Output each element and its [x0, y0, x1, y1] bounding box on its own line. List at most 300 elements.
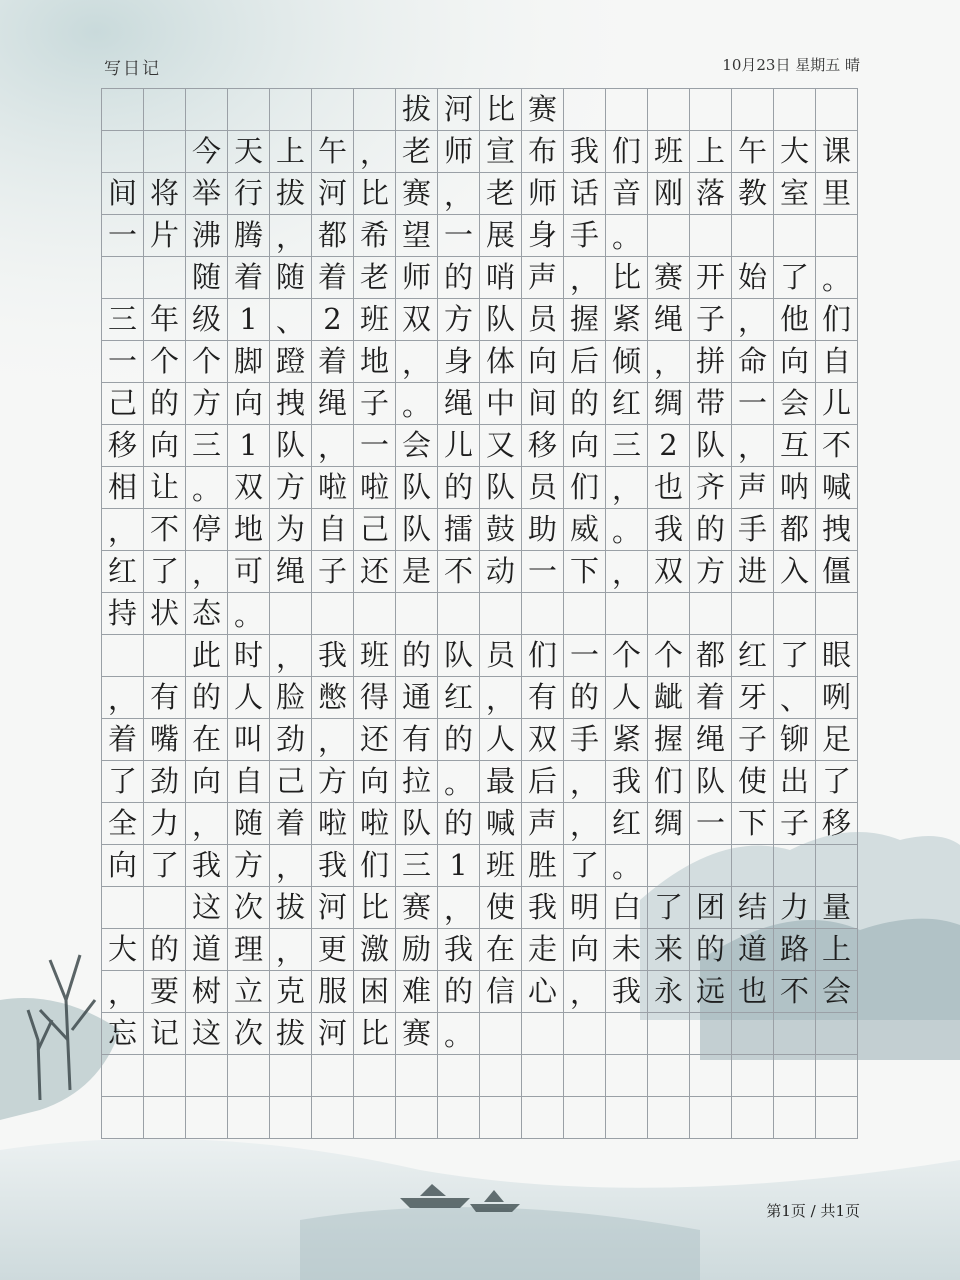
grid-char: 班 — [354, 635, 396, 677]
grid-char: 赛 — [396, 1013, 438, 1055]
grid-cell-empty — [480, 1097, 522, 1139]
grid-char: ， — [312, 425, 354, 467]
grid-char: 上 — [816, 929, 858, 971]
grid-cell-empty — [648, 1097, 690, 1139]
grid-char: 团 — [690, 887, 732, 929]
grid-char: 一 — [690, 803, 732, 845]
grid-cell-empty — [270, 593, 312, 635]
grid-cell-empty — [102, 1097, 144, 1139]
grid-char: 相 — [102, 467, 144, 509]
grid-cell-empty — [816, 845, 858, 887]
grid-char: 。 — [816, 257, 858, 299]
grid-cell-empty — [354, 593, 396, 635]
grid-char: 声 — [522, 803, 564, 845]
grid-char: 随 — [270, 257, 312, 299]
grid-char: 的 — [438, 719, 480, 761]
grid-char: 脚 — [228, 341, 270, 383]
grid-char: 了 — [816, 761, 858, 803]
grid-char: ， — [102, 971, 144, 1013]
grid-char: 拉 — [396, 761, 438, 803]
grid-char: 呐 — [774, 467, 816, 509]
grid-char: 刚 — [648, 173, 690, 215]
grid-char: 都 — [690, 635, 732, 677]
grid-char: 着 — [312, 341, 354, 383]
grid-char: 己 — [102, 383, 144, 425]
grid-char: 身 — [438, 341, 480, 383]
grid-char: 远 — [690, 971, 732, 1013]
grid-cell-empty — [774, 89, 816, 131]
grid-char: 们 — [354, 845, 396, 887]
grid-char: 拔 — [270, 887, 312, 929]
grid-cell-empty — [690, 1055, 732, 1097]
grid-char: ， — [396, 341, 438, 383]
grid-char: 午 — [312, 131, 354, 173]
grid-char: 命 — [732, 341, 774, 383]
grid-char: 鼓 — [480, 509, 522, 551]
grid-char: 红 — [102, 551, 144, 593]
grid-char: 己 — [270, 761, 312, 803]
grid-char: 一 — [354, 425, 396, 467]
grid-char: 让 — [144, 467, 186, 509]
grid-cell-empty — [564, 1055, 606, 1097]
grid-char: 老 — [396, 131, 438, 173]
grid-cell-empty — [732, 215, 774, 257]
grid-char: 又 — [480, 425, 522, 467]
grid-char: 都 — [312, 215, 354, 257]
grid-char: 方 — [270, 467, 312, 509]
grid-char: 状 — [144, 593, 186, 635]
grid-char: 行 — [228, 173, 270, 215]
grid-char: 随 — [186, 257, 228, 299]
grid-char: 拔 — [270, 173, 312, 215]
grid-char: 绸 — [648, 803, 690, 845]
grid-char: 比 — [354, 173, 396, 215]
grid-char: 向 — [522, 341, 564, 383]
grid-char: 绳 — [648, 299, 690, 341]
grid-char: 、 — [774, 677, 816, 719]
grid-cell-empty — [270, 89, 312, 131]
grid-char: 一 — [522, 551, 564, 593]
grid-char: 喊 — [480, 803, 522, 845]
grid-char: 我 — [312, 635, 354, 677]
grid-char: 。 — [396, 383, 438, 425]
grid-char: 。 — [438, 1013, 480, 1055]
grid-char: 憋 — [312, 677, 354, 719]
grid-char: 赛 — [648, 257, 690, 299]
grid-char: ， — [186, 551, 228, 593]
grid-char: 双 — [522, 719, 564, 761]
grid-char: 绳 — [438, 383, 480, 425]
grid-char: ， — [564, 257, 606, 299]
grid-char: 蹬 — [270, 341, 312, 383]
grid-char: 会 — [396, 425, 438, 467]
grid-char: 紧 — [606, 299, 648, 341]
grid-char: 队 — [270, 425, 312, 467]
grid-char: 室 — [774, 173, 816, 215]
grid-char: 们 — [606, 131, 648, 173]
grid-char: 记 — [144, 1013, 186, 1055]
grid-char: 员 — [480, 635, 522, 677]
grid-char: 手 — [732, 509, 774, 551]
grid-char: 的 — [438, 971, 480, 1013]
grid-cell-empty — [144, 131, 186, 173]
grid-cell-empty — [102, 257, 144, 299]
grid-char: 互 — [774, 425, 816, 467]
grid-cell-empty — [354, 1055, 396, 1097]
grid-cell-empty — [648, 1055, 690, 1097]
grid-char: ， — [732, 425, 774, 467]
grid-char: 移 — [522, 425, 564, 467]
grid-cell-empty — [732, 1097, 774, 1139]
grid-char: 的 — [564, 383, 606, 425]
grid-char: 一 — [438, 215, 480, 257]
grid-cell-empty — [816, 1097, 858, 1139]
grid-char: 后 — [564, 341, 606, 383]
grid-char: ， — [102, 677, 144, 719]
grid-cell-empty — [648, 845, 690, 887]
grid-char: 个 — [186, 341, 228, 383]
grid-char: 双 — [228, 467, 270, 509]
grid-char: 一 — [102, 215, 144, 257]
grid-char: 时 — [228, 635, 270, 677]
grid-char: 师 — [396, 257, 438, 299]
grid-cell-empty — [522, 593, 564, 635]
grid-cell-empty — [816, 593, 858, 635]
grid-cell-empty — [606, 1097, 648, 1139]
grid-char: 是 — [396, 551, 438, 593]
grid-char: 希 — [354, 215, 396, 257]
grid-char: 可 — [228, 551, 270, 593]
grid-cell-empty — [606, 1055, 648, 1097]
grid-cell-empty — [732, 593, 774, 635]
grid-cell-empty — [648, 215, 690, 257]
grid-char: 队 — [480, 299, 522, 341]
grid-char: 们 — [648, 761, 690, 803]
grid-char: 师 — [522, 173, 564, 215]
grid-char: 铆 — [774, 719, 816, 761]
grid-char: 停 — [186, 509, 228, 551]
grid-char: 儿 — [438, 425, 480, 467]
grid-cell-empty — [438, 593, 480, 635]
grid-char: 手 — [564, 215, 606, 257]
grid-char: 牙 — [732, 677, 774, 719]
grid-char: 着 — [228, 257, 270, 299]
grid-cell-empty — [480, 1055, 522, 1097]
grid-char: 声 — [732, 467, 774, 509]
grid-cell-empty — [396, 1055, 438, 1097]
grid-char: 展 — [480, 215, 522, 257]
grid-char: 移 — [102, 425, 144, 467]
grid-char: ， — [102, 509, 144, 551]
grid-char: 哨 — [480, 257, 522, 299]
grid-char: 量 — [816, 887, 858, 929]
grid-char: 教 — [732, 173, 774, 215]
grid-cell-empty — [228, 1097, 270, 1139]
grid-char: 班 — [648, 131, 690, 173]
grid-char: 赛 — [522, 89, 564, 131]
grid-char: 儿 — [816, 383, 858, 425]
grid-cell-empty — [816, 1013, 858, 1055]
grid-char: 要 — [144, 971, 186, 1013]
grid-cell-empty — [312, 1097, 354, 1139]
grid-char: 使 — [732, 761, 774, 803]
grid-char: ， — [564, 761, 606, 803]
grid-cell-empty — [102, 887, 144, 929]
grid-char: 的 — [690, 509, 732, 551]
grid-char: 还 — [354, 551, 396, 593]
grid-char: 自 — [312, 509, 354, 551]
grid-cell-empty — [732, 845, 774, 887]
grid-char: 也 — [648, 467, 690, 509]
grid-cell-empty — [564, 89, 606, 131]
grid-char: 班 — [480, 845, 522, 887]
grid-char: 上 — [270, 131, 312, 173]
grid-char: 向 — [774, 341, 816, 383]
grid-char: 向 — [354, 761, 396, 803]
date-weather: 10月23日 星期五 晴 — [722, 56, 860, 74]
grid-char: 的 — [438, 467, 480, 509]
grid-char: 我 — [648, 509, 690, 551]
grid-char: 1 — [228, 299, 270, 341]
grid-char: 赛 — [396, 173, 438, 215]
grid-char: 子 — [774, 803, 816, 845]
grid-cell-empty — [102, 131, 144, 173]
grid-char: ， — [480, 677, 522, 719]
grid-char: 比 — [480, 89, 522, 131]
grid-cell-empty — [522, 1097, 564, 1139]
grid-char: 师 — [438, 131, 480, 173]
grid-char: 有 — [396, 719, 438, 761]
grid-char: 拔 — [396, 89, 438, 131]
grid-char: ， — [270, 215, 312, 257]
grid-cell-empty — [312, 89, 354, 131]
grid-char: 次 — [228, 887, 270, 929]
grid-char: 手 — [564, 719, 606, 761]
grid-cell-empty — [690, 89, 732, 131]
grid-char: 握 — [648, 719, 690, 761]
grid-cell-empty — [522, 1013, 564, 1055]
grid-char: 方 — [186, 383, 228, 425]
grid-char: 人 — [228, 677, 270, 719]
grid-char: 全 — [102, 803, 144, 845]
grid-cell-empty — [102, 89, 144, 131]
grid-char: 三 — [606, 425, 648, 467]
grid-char: 比 — [606, 257, 648, 299]
page-indicator: 第1页 / 共1页 — [766, 1202, 860, 1220]
grid-char: 绳 — [270, 551, 312, 593]
grid-char: 未 — [606, 929, 648, 971]
grid-char: 向 — [186, 761, 228, 803]
grid-char: 比 — [354, 1013, 396, 1055]
grid-char: 老 — [480, 173, 522, 215]
grid-char: 忘 — [102, 1013, 144, 1055]
grid-char: ， — [270, 635, 312, 677]
grid-char: 课 — [816, 131, 858, 173]
grid-char: 励 — [396, 929, 438, 971]
grid-cell-empty — [690, 215, 732, 257]
grid-char: 方 — [690, 551, 732, 593]
grid-char: 年 — [144, 299, 186, 341]
grid-cell-empty — [522, 1055, 564, 1097]
grid-char: 间 — [522, 383, 564, 425]
grid-char: 最 — [480, 761, 522, 803]
grid-cell-empty — [648, 89, 690, 131]
grid-char: 紧 — [606, 719, 648, 761]
grid-char: 向 — [564, 929, 606, 971]
grid-char: 人 — [480, 719, 522, 761]
grid-cell-empty — [732, 1055, 774, 1097]
grid-char: 老 — [354, 257, 396, 299]
grid-char: 为 — [270, 509, 312, 551]
grid-char: 了 — [144, 551, 186, 593]
grid-char: 啦 — [312, 803, 354, 845]
grid-char: 助 — [522, 509, 564, 551]
grid-cell-empty — [144, 1055, 186, 1097]
grid-char: 拔 — [270, 1013, 312, 1055]
grid-char: 三 — [102, 299, 144, 341]
grid-char: ， — [312, 719, 354, 761]
grid-char: 服 — [312, 971, 354, 1013]
grid-char: 班 — [354, 299, 396, 341]
grid-char: 这 — [186, 887, 228, 929]
grid-char: 这 — [186, 1013, 228, 1055]
grid-char: 向 — [144, 425, 186, 467]
grid-cell-empty — [480, 1013, 522, 1055]
grid-cell-empty — [438, 1097, 480, 1139]
grid-char: 1 — [438, 845, 480, 887]
grid-char: 的 — [186, 677, 228, 719]
grid-char: 了 — [774, 257, 816, 299]
grid-char: 绸 — [648, 383, 690, 425]
grid-char: 有 — [522, 677, 564, 719]
grid-char: 他 — [774, 299, 816, 341]
grid-cell-empty — [774, 593, 816, 635]
app-label: 写日记 — [104, 59, 161, 79]
grid-char: 身 — [522, 215, 564, 257]
grid-char: 向 — [102, 845, 144, 887]
grid-char: 方 — [228, 845, 270, 887]
grid-cell-empty — [144, 257, 186, 299]
grid-char: 自 — [228, 761, 270, 803]
grid-cell-empty — [690, 1013, 732, 1055]
grid-cell-empty — [732, 89, 774, 131]
grid-char: 地 — [354, 341, 396, 383]
grid-char: 下 — [732, 803, 774, 845]
grid-char: 中 — [480, 383, 522, 425]
grid-char: 我 — [312, 845, 354, 887]
grid-cell-empty — [774, 215, 816, 257]
grid-char: 员 — [522, 299, 564, 341]
grid-char: 。 — [606, 509, 648, 551]
grid-cell-empty — [438, 1055, 480, 1097]
grid-char: 拽 — [270, 383, 312, 425]
grid-char: 河 — [438, 89, 480, 131]
grid-char: 明 — [564, 887, 606, 929]
grid-cell-empty — [690, 845, 732, 887]
grid-char: 齐 — [690, 467, 732, 509]
grid-char: 入 — [774, 551, 816, 593]
grid-char: 队 — [438, 635, 480, 677]
grid-cell-empty — [228, 89, 270, 131]
grid-char: 自 — [816, 341, 858, 383]
grid-char: 员 — [522, 467, 564, 509]
grid-char: 队 — [690, 425, 732, 467]
grid-char: 们 — [816, 299, 858, 341]
grid-char: 此 — [186, 635, 228, 677]
grid-char: 绳 — [312, 383, 354, 425]
grid-char: 后 — [522, 761, 564, 803]
grid-char: 动 — [480, 551, 522, 593]
grid-char: 。 — [606, 845, 648, 887]
grid-char: 白 — [606, 887, 648, 929]
grid-char: 心 — [522, 971, 564, 1013]
grid-cell-empty — [144, 1097, 186, 1139]
grid-char: 会 — [816, 971, 858, 1013]
grid-char: 队 — [480, 467, 522, 509]
grid-char: ， — [438, 173, 480, 215]
grid-char: 走 — [522, 929, 564, 971]
grid-cell-empty — [186, 1097, 228, 1139]
grid-char: 的 — [438, 803, 480, 845]
grid-cell-empty — [270, 1055, 312, 1097]
grid-char: 片 — [144, 215, 186, 257]
grid-char: 音 — [606, 173, 648, 215]
grid-char: 不 — [816, 425, 858, 467]
grid-char: 个 — [144, 341, 186, 383]
grid-char: 威 — [564, 509, 606, 551]
grid-char: 使 — [480, 887, 522, 929]
grid-char: 困 — [354, 971, 396, 1013]
grid-char: 结 — [732, 887, 774, 929]
grid-cell-empty — [774, 1097, 816, 1139]
grid-char: 进 — [732, 551, 774, 593]
grid-cell-empty — [606, 593, 648, 635]
grid-char: 声 — [522, 257, 564, 299]
grid-char: 随 — [228, 803, 270, 845]
grid-char: 将 — [144, 173, 186, 215]
grid-char: 。 — [438, 761, 480, 803]
grid-char: 在 — [186, 719, 228, 761]
grid-char: 劲 — [144, 761, 186, 803]
grid-char: 着 — [270, 803, 312, 845]
grid-cell-empty — [564, 1097, 606, 1139]
grid-char: 不 — [774, 971, 816, 1013]
grid-cell-empty — [186, 89, 228, 131]
grid-char: 难 — [396, 971, 438, 1013]
grid-char: 举 — [186, 173, 228, 215]
grid-char: 一 — [732, 383, 774, 425]
grid-cell-empty — [816, 215, 858, 257]
grid-char: 着 — [690, 677, 732, 719]
grid-char: 不 — [438, 551, 480, 593]
grid-char: 己 — [354, 509, 396, 551]
grid-char: 今 — [186, 131, 228, 173]
grid-char: 红 — [606, 383, 648, 425]
grid-char: 个 — [606, 635, 648, 677]
grid-char: ， — [606, 551, 648, 593]
grid-char: 始 — [732, 257, 774, 299]
grid-cell-empty — [732, 1013, 774, 1055]
grid-char: 在 — [480, 929, 522, 971]
grid-char: 方 — [312, 761, 354, 803]
grid-char: 了 — [144, 845, 186, 887]
grid-char: 了 — [648, 887, 690, 929]
grid-char: 劲 — [270, 719, 312, 761]
grid-char: 会 — [774, 383, 816, 425]
grid-char: 下 — [564, 551, 606, 593]
grid-cell-empty — [396, 593, 438, 635]
grid-cell-empty — [564, 1013, 606, 1055]
